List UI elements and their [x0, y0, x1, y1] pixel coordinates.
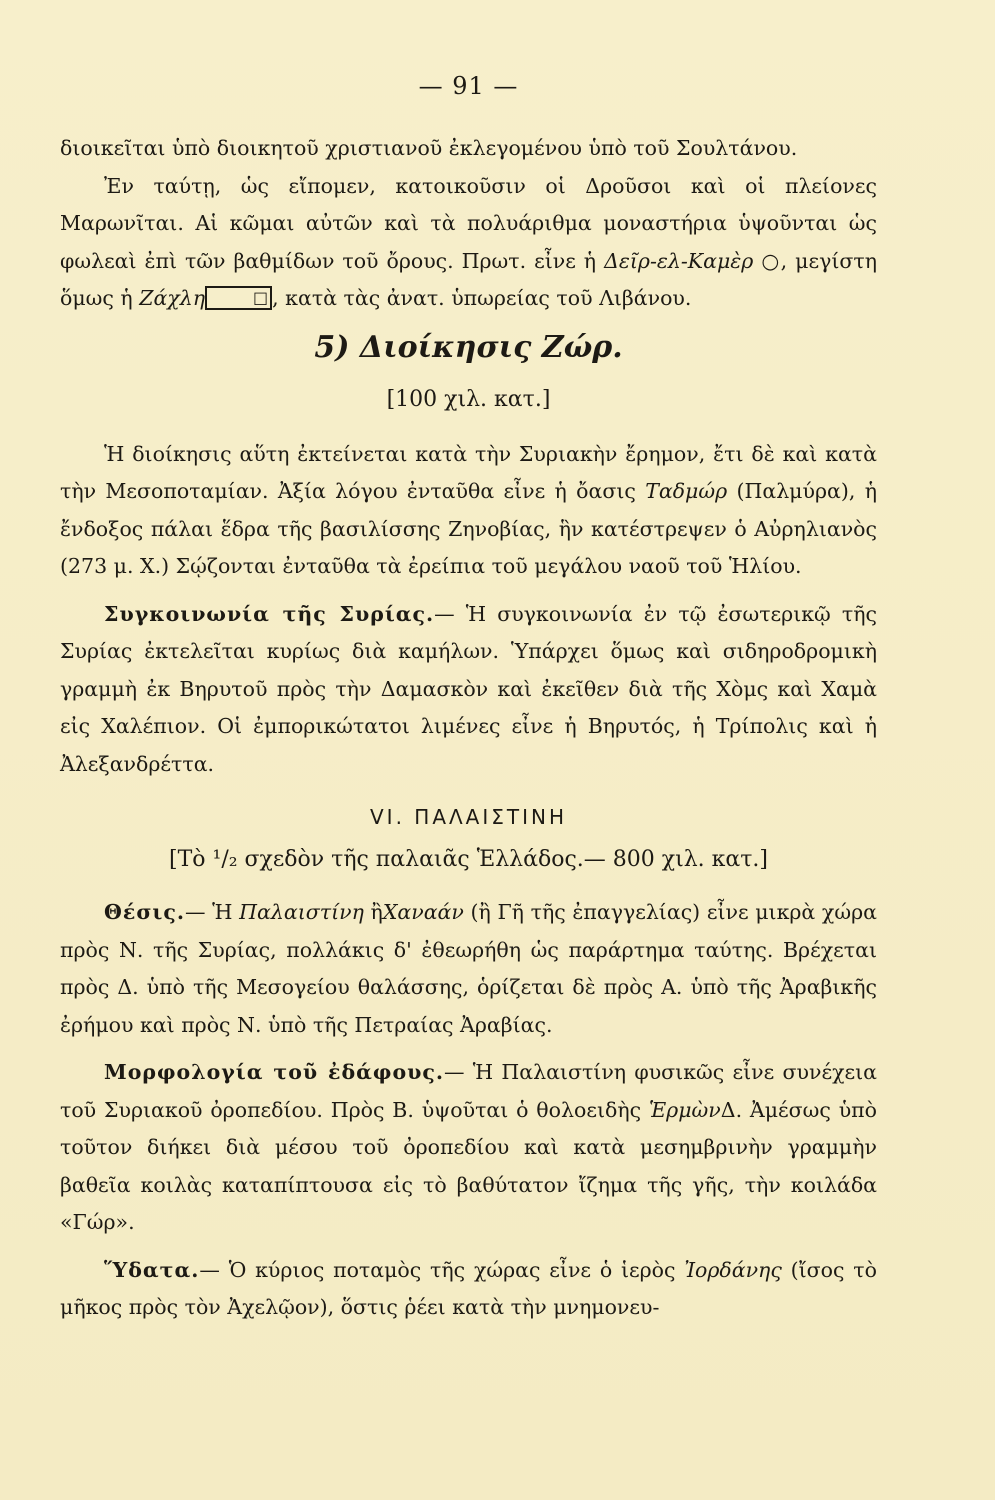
paragraph-intro-2: Ἐν ταύτῃ, ὡς εἴπομεν, κατοικοῦσιν οἱ Δροῦσοι καὶ οἱ πλείονες Μαρωνῖται. Αἱ κῶμαι αὐτῶν καὶ τὰ πολυάριθμα μοναστήρια ὑψοῦνται ὡς φωλεαὶ ἐπὶ τῶν βαθμίδων τοῦ ὄρους. Πρωτ. εἶνε ἡ Δεῖρ-ελ-Καμὲρ ○, μεγίστη ὅμως ἡ Ζάχλη □ , κατὰ τὰς ἀνατ. ὑπωρείας τοῦ Λιβάνου.: [60, 173, 877, 310]
chapter-title-palestine: VI. ΠΑΛΑΙΣΤΙΝΗ: [369, 805, 568, 829]
paragraph-communication: Συγκοινωνία τῆς Συρίας.— Ἡ συγκοινωνία ἐν τῷ ἐσωτερικῷ τῆς Συρίας ἐκτελεῖται κυρίως διὰ καμήλων. Ὑπάρχει ὅμως καὶ σιδηροδρομικὴ γραμμὴ ἐκ Βηρυτοῦ πρὸς τὴν Δαμασκὸν καὶ ἐκεῖθεν διὰ τῆς Χὸμς καὶ Χαμὰ εἰς Χαλέπιον. Οἱ ἐμπορικώτατοι λιμένες εἶνε ἡ Βηρυτός, ἡ Τρίπολις καὶ ἡ Ἀλεξανδρέττα.: [60, 601, 877, 776]
place-palestine: Παλαιστίνη: [239, 900, 364, 924]
place-jordan: Ἰορδάνης: [684, 1257, 782, 1282]
section-area-zor: [100 χιλ. κατ.]: [386, 386, 551, 412]
paragraph-zor: Ἡ διοίκησις αὕτη ἐκτείνεται κατὰ τὴν Συριακὴν ἔρημον, ἔτι δὲ καὶ κατὰ τὴν Μεσοποταμίαν. Ἀξία λόγου ἐνταῦθα εἶνε ἡ ὄασις Ταδμώρ (Παλμύρα), ἡ ἔνδοξος πάλαι ἕδρα τῆς βασιλίσσης Ζηνοβίας, ἣν κατέστρεψεν ὁ Αὐρηλιανὸς (273 μ. Χ.) Σῴζονται ἐνταῦθα τὰ ἐρείπια τοῦ μεγάλου ναοῦ τοῦ Ἡλίου.: [60, 441, 877, 578]
heading-morphology: Μορφολογία τοῦ ἐδάφους.: [104, 1060, 444, 1084]
place-tadmor: Ταδμώρ: [645, 479, 728, 503]
place-chanaan: Χαναάν: [382, 900, 464, 924]
section-title-zor: 5) Διοίκησις Ζώρ.: [314, 329, 623, 365]
heading-waters: Ὕδατα.: [104, 1257, 200, 1282]
heading-position: Θέσις.: [104, 900, 185, 924]
mountain-symbol: Δ: [720, 1097, 736, 1122]
place-zahle: Ζάχλη: [139, 286, 205, 310]
heading-communication: Συγκοινωνία τῆς Συρίας.: [104, 601, 435, 626]
paragraph-position: Θέσις.— Ἡ Παλαιστίνη ἢΧαναάν (ἢ Γῆ τῆς ἐπαγγελίας) εἶνε μικρὰ χώρα πρὸς Ν. τῆς Συρίας, πολλάκις δ' ἐθεωρήθη ὡς παράρτημα ταύτης. Βρέχεται πρὸς Δ. ὑπὸ τῆς Μεσογείου θαλάσσης, ὁρίζεται δὲ πρὸς Α. ὑπὸ τῆς Ἀραβικῆς ἐρήμου καὶ πρὸς Ν. ὑπὸ τῆς Πετραίας Ἀραβίας.: [60, 900, 877, 1037]
town-symbol-square: □: [205, 286, 272, 310]
place-deir-el-kamer: Δεῖρ-ελ-Καμὲρ: [604, 248, 754, 273]
paragraph-intro-1: διοικεῖται ὑπὸ διοικητοῦ χριστιανοῦ ἐκλεγομένου ὑπὸ τοῦ Σουλτάνου.: [60, 136, 798, 160]
page-number: — 91 —: [418, 72, 519, 100]
place-hermon: Ἑρμὼν: [648, 1097, 721, 1122]
paragraph-waters: Ὕδατα.— Ὁ κύριος ποταμὸς τῆς χώρας εἶνε ὁ ἱερὸς Ἰορδάνης (ἴσος τὸ μῆκος πρὸς τὸν Ἀχελῷον), ὅστις ῥέει κατὰ τὴν μνημονευ-: [60, 1257, 877, 1319]
chapter-area-palestine: [Τὸ ¹/₂ σχεδὸν τῆς παλαιᾶς Ἑλλάδος.— 800 χιλ. κατ.]: [169, 847, 768, 872]
paragraph-morphology: Μορφολογία τοῦ ἐδάφους.— Ἡ Παλαιστίνη φυσικῶς εἶνε συνέχεια τοῦ Συριακοῦ ὀροπεδίου. Πρὸς Β. ὑψοῦται ὁ θολοειδὴς ἙρμὼνΔ. Ἀμέσως ὑπὸ τοῦτον διήκει διὰ μέσου τοῦ ὀροπεδίου καὶ κατὰ μεσημβρινὴν γραμμὴν βαθεῖα κοιλὰς καταπίπτουσα εἰς τὸ βαθύτατον ἴζημα τῆς γῆς, τὴν κοιλάδα «Γώρ».: [60, 1060, 877, 1234]
town-symbol-circle: ○: [761, 248, 781, 273]
